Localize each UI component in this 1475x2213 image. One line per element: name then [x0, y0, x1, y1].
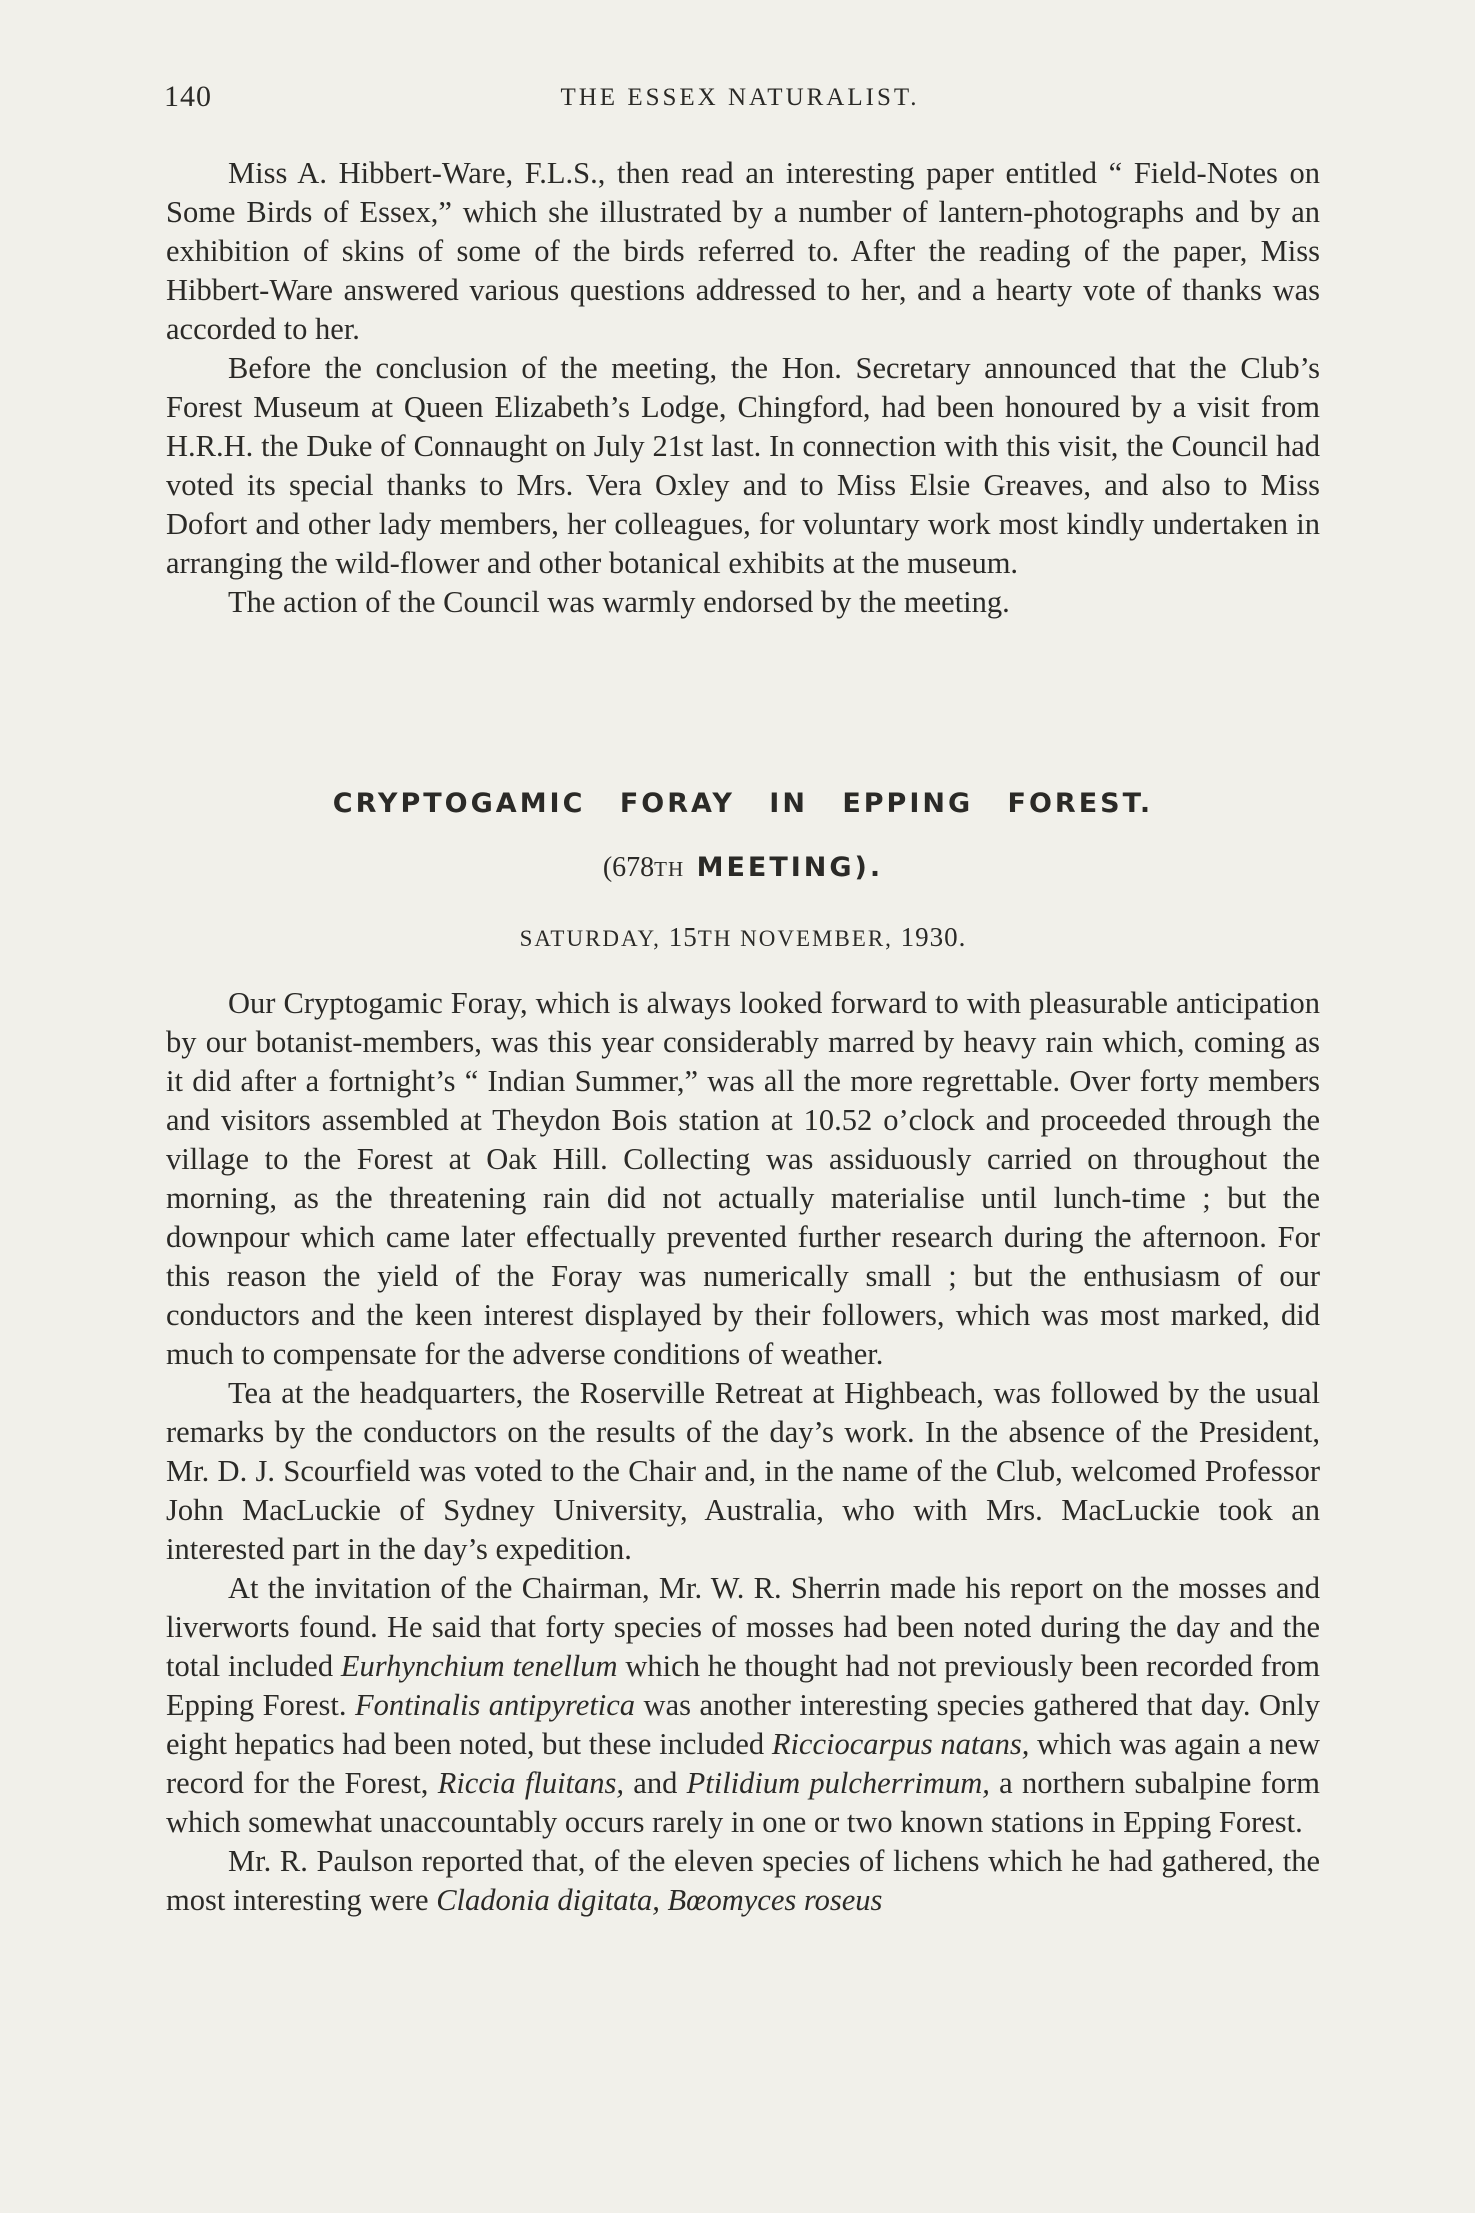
paragraph-council-endorsed: The action of the Council was warmly endorsed by the meeting.: [228, 585, 1010, 619]
section-title: CRYPTOGAMIC FORAY IN EPPING FOREST.: [332, 788, 1154, 819]
species-ricciocarpus: Ricciocarpus natans,: [771, 1727, 1030, 1761]
date-month: NOVEMBER,: [740, 926, 893, 951]
paragraph-lichens-report: [166, 1842, 1320, 1920]
species-ptilidium: Ptilidium pulcherrimum,: [686, 1766, 990, 1800]
lichens-text-1: Mr. R. Paulson reported that, of the eleven species of lichens which he had gathered, the most interesting were: [166, 1844, 1320, 1917]
date-weekday: SATURDAY,: [519, 926, 661, 951]
meeting-date: [166, 922, 1320, 953]
paragraph-tea-headquarters: Tea at the headquarters, the Roserville Retreat at Highbeach, was followed by the usual remarks by the conductors on the results of the day’s work. In the absence of the President, Mr. D. J. Scourfield was voted to the Chair and, in the name of the Club, welcomed Professor John MacLuckie of Sydney University, Australia, who with Mrs. MacLuckie took an interested part in the day’s expedition.: [166, 1376, 1320, 1566]
mosses-text-1: At the invitation of the Chairman, Mr. W. R. Sherrin made his report on the mosses and liverworts found. He said that forty species of mosses had been noted during the day and the total included: [166, 1571, 1320, 1683]
meeting-number-heading: [166, 852, 1320, 884]
running-head: [164, 80, 1316, 124]
mosses-text-6: a northern subalpine form which somewhat unaccountably occurs rarely in one or two known stations in Epping Forest.: [166, 1766, 1320, 1839]
date-year: 1930.: [900, 922, 967, 952]
meeting-number: (678: [602, 852, 655, 883]
species-riccia: Riccia fluitans,: [437, 1766, 625, 1800]
meeting-word: MEETING).: [684, 852, 884, 883]
mosses-text-5: and: [624, 1766, 687, 1800]
paragraph-mosses-report: [166, 1569, 1320, 1842]
species-fontinalis: Fontinalis antipyretica: [354, 1688, 636, 1722]
paragraph-hibbert-ware-paper: Miss A. Hibbert-Ware, F.L.S., then read an interesting paper entitled “ Field-Notes on Some Birds of Essex,” which she illustrated by a number of lantern-photographs and by an exhibition of skins of some of the birds referred to. After the reading of the paper, Miss Hibbert-Ware answered various questions addressed to her, and a hearty vote of thanks was accorded to her.: [166, 156, 1320, 346]
paragraph-foray-weather: Our Cryptogamic Foray, which is always looked forward to with pleasurable anticipation by our botanist-members, was this year considerably marred by heavy rain which, coming as it did after a fortnight’s “ Indian Summer,” was all the more regrettable. Over forty members and visitors assembled at Theydon Bois station at 10.52 o’clock and proceeded through the village to the Forest at Oak Hill. Collecting was assiduously carried on throughout the morning, as the threatening rain did not actually materialise until lunch-time ; but the downpour which came later effectually prevented further research during the afternoon. For this reason the yield of the Foray was numerically small ; but the enthusiasm of our conductors and the keen interest displayed by their followers, which was most marked, did much to compensate for the adverse conditions of weather.: [166, 986, 1320, 1371]
species-eurhynchium: Eurhynchium tenellum: [340, 1649, 618, 1683]
mosses-text-3: was another interesting species gathered that day. Only eight hepatics had been noted, but these included: [166, 1688, 1320, 1761]
mosses-text-4: which was again a new record for the Forest,: [166, 1727, 1321, 1800]
journal-title: THE ESSEX NATURALIST.: [560, 84, 920, 111]
text-block-top: [166, 154, 1320, 622]
meeting-ordinal-suffix: TH: [654, 857, 685, 881]
mosses-text-2: which he thought had not previously been recorded from Epping Forest.: [166, 1649, 1320, 1722]
date-day-suffix: TH: [697, 926, 733, 951]
date-day-number: 15: [668, 922, 698, 952]
species-cladonia-baeomyces: Cladonia digitata, Bœomyces roseus: [436, 1883, 883, 1917]
page-number: 140: [164, 80, 212, 113]
paragraph-forest-museum-visit: Before the conclusion of the meeting, the Hon. Secretary announced that the Club’s Forest Museum at Queen Elizabeth’s Lodge, Chingford, had been honoured by a visit from H.R.H. the Duke of Connaught on July 21st last. In connection with this visit, the Council had voted its special thanks to Mrs. Vera Oxley and to Miss Elsie Greaves, and also to Miss Dofort and other lady members, her colleagues, for voluntary work most kindly undertaken in arranging the wild-flower and other botanical exhibits at the museum.: [166, 351, 1320, 580]
text-block-bottom: [166, 984, 1320, 1920]
